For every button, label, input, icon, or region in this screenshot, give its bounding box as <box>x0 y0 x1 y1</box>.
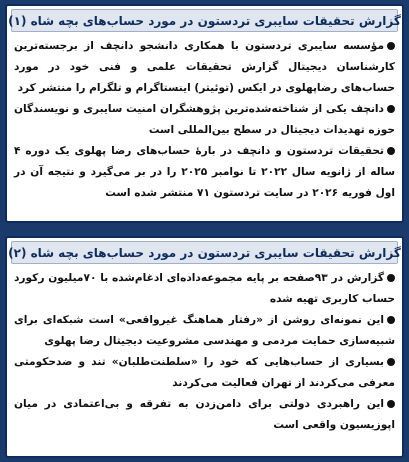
paragraph-text: دانچف یکی از شناخته‌شده‌ترین پژوهشگران امنیت سایبری و نویسندگان حوزه تهدیدات دیجیتال در سطح بین‌المللی است <box>14 103 395 136</box>
paragraph-text: تحقیقات تردستون و دانچف در بارهٔ حساب‌های رضا پهلوی یک دوره ۴ ساله از ژانویه سال ۲۰۲۲ تا نوامبر ۲۰۲۵ را در بر می‌گیرد و نتیجه آن در اول فوریه ۲۰۲۶ در سایت تردستون ۷۱ منتشر شده است <box>14 145 396 199</box>
report-section-2 <box>5 236 404 458</box>
paragraph <box>14 141 395 204</box>
section-body <box>7 264 402 436</box>
paragraph <box>14 36 395 99</box>
bullet-icon <box>387 147 395 155</box>
bullet-icon <box>387 274 395 282</box>
bullet-icon <box>387 105 395 113</box>
paragraph-text: بسیاری از حساب‌هایی که خود را «سلطنت‌طلبان» تند و ضدحکومتی معرفی می‌کردند از تهران فعالیت می‌کردند <box>14 356 395 389</box>
section-title: گزارش تحقیقات سایبری تردستون در مورد حساب‌های بچه شاه (۱) <box>8 13 401 28</box>
paragraph-text: این نمونه‌ای روشن از «رفتار هماهنگ غیرواقعی» است شبکه‌ای برای شبیه‌سازی حمایت مردمی و مهندسی مشروعیت دیجیتال رضا پهلوی <box>14 314 395 347</box>
paragraph <box>14 394 395 436</box>
section-title: گزارش تحقیقات سایبری تردستون در مورد حساب‌های بچه شاه (۲) <box>8 245 401 260</box>
paragraph <box>14 352 395 394</box>
paragraph-text: گزارش در ۹۳صفحه بر پایه مجموعه‌داده‌ای ادغام‌شده با ۷۰میلیون رکورد حساب کاربری تهیه شده <box>14 272 395 305</box>
section-body <box>7 32 402 204</box>
section-title-bar <box>8 9 401 32</box>
bullet-icon <box>387 42 395 50</box>
bullet-icon <box>387 358 395 366</box>
section-title-bar <box>8 241 401 264</box>
paragraph <box>14 310 395 352</box>
paragraph-text: مؤسسه سایبری تردستون با همکاری دانشجو دانچف از برجسته‌ترین کارشناسان دیجیتال گزارش تحقیقات علمی و فنی خود در مورد حساب‌های رضاپهلوی در ایکس (توئیتر) اینستاگرام و تلگرام را منتشر کرد <box>14 40 395 94</box>
bullet-icon <box>387 400 395 408</box>
report-section-1 <box>5 4 404 223</box>
paragraph <box>14 268 395 310</box>
paragraph <box>14 99 395 141</box>
bullet-icon <box>387 316 395 324</box>
paragraph-text: این راهبردی دولتی برای دامن‌زدن به تفرقه و بی‌اعتمادی در میان اپوزیسیون واقعی است <box>14 398 395 431</box>
